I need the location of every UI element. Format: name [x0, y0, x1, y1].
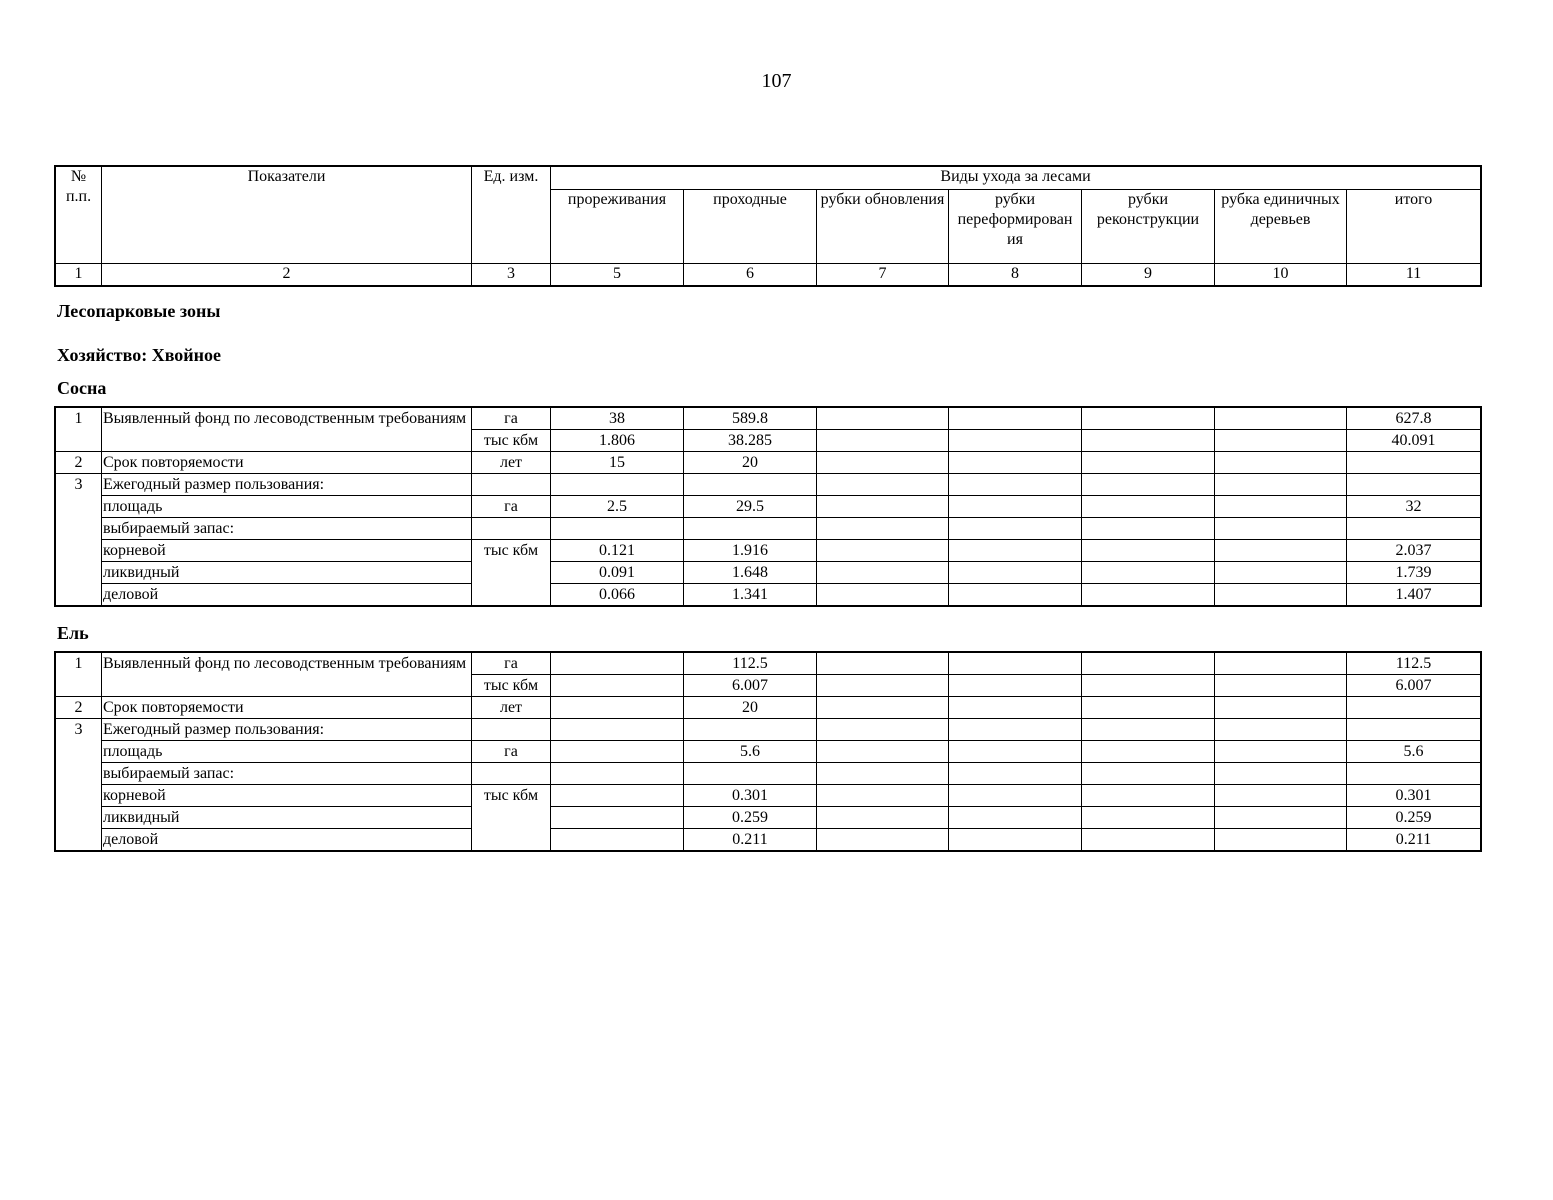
indicator-label: Выявленный фонд по лесоводственным требованиям	[102, 408, 472, 452]
header-num: № п.п.	[56, 167, 102, 264]
value-cell: 0.066	[551, 584, 684, 606]
value-cell: 5.6	[684, 741, 817, 763]
header-type: рубки реконструкции	[1082, 190, 1215, 264]
total-cell: 2.037	[1347, 540, 1481, 562]
indicator-label: Срок повторяемости	[102, 697, 472, 719]
value-cell	[817, 430, 949, 452]
value-cell: 0.091	[551, 562, 684, 584]
total-cell: 0.301	[1347, 785, 1481, 807]
table-row	[56, 653, 1481, 675]
header-type: проходные	[684, 190, 817, 264]
header-col-number: 7	[817, 264, 949, 286]
value-cell	[817, 697, 949, 719]
value-cell	[551, 829, 684, 851]
header-col-number: 6	[684, 264, 817, 286]
table-row	[56, 763, 1481, 785]
unit-cell: тыс кбм	[472, 540, 551, 606]
value-cell: 0.259	[684, 807, 817, 829]
header-col-number: 9	[1082, 264, 1215, 286]
value-cell	[1082, 785, 1215, 807]
value-cell	[551, 474, 684, 496]
unit-cell	[472, 763, 551, 785]
value-cell	[1215, 697, 1347, 719]
indicator-label: Ежегодный размер пользования:	[102, 719, 472, 741]
header-col-number: 10	[1215, 264, 1347, 286]
table-row	[56, 474, 1481, 496]
total-cell: 0.211	[1347, 829, 1481, 851]
value-cell	[949, 675, 1082, 697]
unit-cell	[472, 719, 551, 741]
value-cell	[551, 807, 684, 829]
total-cell: 627.8	[1347, 408, 1481, 430]
value-cell	[949, 763, 1082, 785]
value-cell	[949, 785, 1082, 807]
indicator-label: корневой	[102, 785, 472, 807]
unit-cell	[472, 474, 551, 496]
value-cell: 29.5	[684, 496, 817, 518]
value-cell: 1.806	[551, 430, 684, 452]
value-cell	[1215, 408, 1347, 430]
table-row	[56, 452, 1481, 474]
table-row	[56, 518, 1481, 540]
value-cell: 0.121	[551, 540, 684, 562]
value-cell: 15	[551, 452, 684, 474]
indicator-label: площадь	[102, 741, 472, 763]
value-cell	[551, 741, 684, 763]
unit-cell: га	[472, 741, 551, 763]
value-cell	[1215, 452, 1347, 474]
header-unit: Ед. изм.	[472, 167, 551, 264]
value-cell	[1215, 584, 1347, 606]
header-col-number: 5	[551, 264, 684, 286]
table-row	[56, 697, 1481, 719]
total-cell: 6.007	[1347, 675, 1481, 697]
value-cell	[949, 653, 1082, 675]
value-cell	[1215, 496, 1347, 518]
table-row	[56, 785, 1481, 807]
table-row	[56, 807, 1481, 829]
value-cell	[684, 518, 817, 540]
value-cell	[817, 785, 949, 807]
table-row	[56, 741, 1481, 763]
indicator-label: ликвидный	[102, 562, 472, 584]
value-cell	[949, 452, 1082, 474]
value-cell	[949, 719, 1082, 741]
spruce-title: Ель	[57, 623, 89, 643]
value-cell	[551, 675, 684, 697]
value-cell: 0.211	[684, 829, 817, 851]
value-cell	[1215, 675, 1347, 697]
value-cell	[1215, 719, 1347, 741]
value-cell	[551, 653, 684, 675]
indicator-label: Выявленный фонд по лесоводственным требованиям	[102, 653, 472, 697]
value-cell	[949, 741, 1082, 763]
header-col-number: 11	[1347, 264, 1481, 286]
header-indicators: Показатели	[102, 167, 472, 264]
row-number: 2	[56, 697, 102, 719]
value-cell	[949, 697, 1082, 719]
header-group-title: Виды ухода за лесами	[551, 167, 1481, 190]
value-cell	[1082, 829, 1215, 851]
value-cell	[551, 785, 684, 807]
value-cell	[1215, 474, 1347, 496]
value-cell	[817, 741, 949, 763]
value-cell	[1082, 518, 1215, 540]
header-type: рубки переформирован ия	[949, 190, 1082, 264]
value-cell	[1082, 474, 1215, 496]
value-cell: 38.285	[684, 430, 817, 452]
value-cell	[817, 474, 949, 496]
value-cell	[817, 584, 949, 606]
unit-cell: тыс кбм	[472, 430, 551, 452]
value-cell	[1082, 807, 1215, 829]
header-type: итого	[1347, 190, 1481, 264]
value-cell	[551, 697, 684, 719]
page-number: 107	[761, 70, 792, 92]
value-cell	[1082, 562, 1215, 584]
value-cell	[551, 763, 684, 785]
value-cell	[817, 719, 949, 741]
value-cell	[817, 562, 949, 584]
value-cell	[684, 763, 817, 785]
total-cell	[1347, 719, 1481, 741]
indicator-label: деловой	[102, 829, 472, 851]
table-row	[56, 829, 1481, 851]
value-cell	[1215, 430, 1347, 452]
value-cell	[949, 408, 1082, 430]
value-cell: 20	[684, 697, 817, 719]
indicator-label: площадь	[102, 496, 472, 518]
value-cell	[1215, 741, 1347, 763]
value-cell: 1.916	[684, 540, 817, 562]
value-cell	[817, 540, 949, 562]
total-cell: 1.407	[1347, 584, 1481, 606]
value-cell: 0.301	[684, 785, 817, 807]
value-cell	[949, 430, 1082, 452]
value-cell	[1082, 430, 1215, 452]
value-cell	[949, 496, 1082, 518]
value-cell	[1082, 763, 1215, 785]
indicator-label: выбираемый запас:	[102, 518, 472, 540]
indicator-label: ликвидный	[102, 807, 472, 829]
value-cell	[949, 584, 1082, 606]
table-row	[56, 562, 1481, 584]
value-cell	[949, 474, 1082, 496]
indicator-label: выбираемый запас:	[102, 763, 472, 785]
value-cell	[817, 518, 949, 540]
header-table	[55, 166, 1481, 286]
value-cell	[1082, 697, 1215, 719]
value-cell: 1.648	[684, 562, 817, 584]
table-row	[56, 408, 1481, 430]
pine-table	[55, 407, 1481, 606]
header-col-number: 1	[56, 264, 102, 286]
value-cell	[1082, 584, 1215, 606]
total-cell	[1347, 452, 1481, 474]
value-cell	[1082, 540, 1215, 562]
value-cell	[1082, 496, 1215, 518]
total-cell	[1347, 763, 1481, 785]
header-col-number: 2	[102, 264, 472, 286]
total-cell	[1347, 474, 1481, 496]
unit-cell: тыс кбм	[472, 785, 551, 851]
value-cell	[817, 675, 949, 697]
value-cell: 38	[551, 408, 684, 430]
total-cell: 40.091	[1347, 430, 1481, 452]
value-cell	[1215, 785, 1347, 807]
row-number: 1	[56, 408, 102, 452]
indicator-label: Срок повторяемости	[102, 452, 472, 474]
value-cell: 2.5	[551, 496, 684, 518]
value-cell	[949, 562, 1082, 584]
value-cell: 589.8	[684, 408, 817, 430]
value-cell: 20	[684, 452, 817, 474]
value-cell	[1082, 719, 1215, 741]
value-cell	[817, 496, 949, 518]
value-cell	[817, 763, 949, 785]
header-col-number: 8	[949, 264, 1082, 286]
header-col-number: 3	[472, 264, 551, 286]
total-cell	[1347, 697, 1481, 719]
unit-cell: тыс кбм	[472, 675, 551, 697]
value-cell	[949, 518, 1082, 540]
total-cell: 0.259	[1347, 807, 1481, 829]
value-cell: 6.007	[684, 675, 817, 697]
total-cell: 5.6	[1347, 741, 1481, 763]
value-cell	[817, 829, 949, 851]
value-cell	[817, 807, 949, 829]
header-type: рубки обновления	[817, 190, 949, 264]
indicator-label: деловой	[102, 584, 472, 606]
farm-title: Хозяйство: Хвойное	[57, 345, 222, 365]
value-cell	[817, 653, 949, 675]
value-cell	[1215, 807, 1347, 829]
unit-cell: лет	[472, 697, 551, 719]
row-number: 3	[56, 719, 102, 851]
spruce-table	[55, 652, 1481, 851]
value-cell	[551, 518, 684, 540]
value-cell	[949, 807, 1082, 829]
unit-cell	[472, 518, 551, 540]
row-number: 3	[56, 474, 102, 606]
table-row	[56, 719, 1481, 741]
zone-title: Лесопарковые зоны	[57, 301, 221, 321]
value-cell	[551, 719, 684, 741]
value-cell	[1215, 829, 1347, 851]
row-number: 1	[56, 653, 102, 697]
value-cell	[1215, 518, 1347, 540]
value-cell	[684, 474, 817, 496]
value-cell	[1082, 408, 1215, 430]
indicator-label: корневой	[102, 540, 472, 562]
total-cell: 32	[1347, 496, 1481, 518]
value-cell	[1215, 540, 1347, 562]
value-cell	[817, 408, 949, 430]
table-row	[56, 496, 1481, 518]
total-cell: 112.5	[1347, 653, 1481, 675]
unit-cell: га	[472, 653, 551, 675]
pine-title: Сосна	[57, 378, 107, 398]
table-row	[56, 584, 1481, 606]
value-cell	[817, 452, 949, 474]
value-cell	[1215, 653, 1347, 675]
unit-cell: га	[472, 408, 551, 430]
value-cell	[684, 719, 817, 741]
value-cell	[949, 829, 1082, 851]
value-cell	[1082, 741, 1215, 763]
value-cell: 1.341	[684, 584, 817, 606]
row-number: 2	[56, 452, 102, 474]
table-row	[56, 540, 1481, 562]
total-cell: 1.739	[1347, 562, 1481, 584]
unit-cell: лет	[472, 452, 551, 474]
value-cell	[1215, 763, 1347, 785]
indicator-label: Ежегодный размер пользования:	[102, 474, 472, 496]
value-cell	[1082, 675, 1215, 697]
value-cell: 112.5	[684, 653, 817, 675]
header-type: прореживания	[551, 190, 684, 264]
header-type: рубка единичных деревьев	[1215, 190, 1347, 264]
value-cell	[1082, 452, 1215, 474]
total-cell	[1347, 518, 1481, 540]
value-cell	[949, 540, 1082, 562]
unit-cell: га	[472, 496, 551, 518]
value-cell	[1215, 562, 1347, 584]
value-cell	[1082, 653, 1215, 675]
